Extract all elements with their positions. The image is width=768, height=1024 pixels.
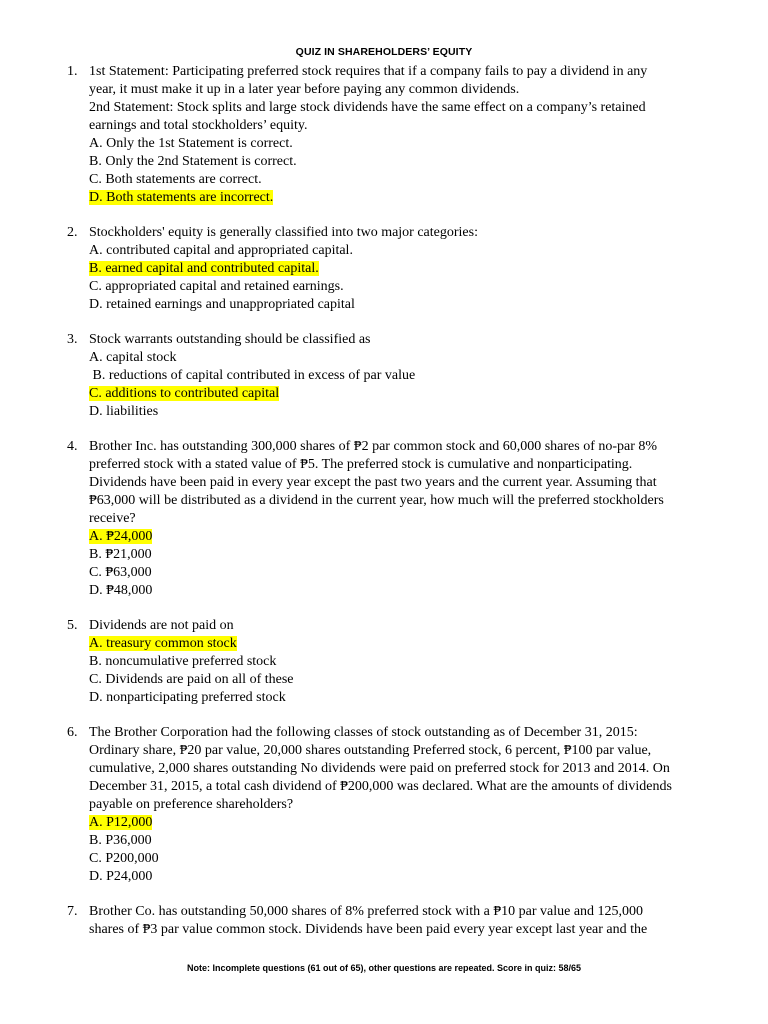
quiz-question-list bbox=[0, 63, 768, 956]
answer-option-highlighted bbox=[89, 528, 699, 546]
answer-option-text: C. Both statements are correct. bbox=[89, 172, 262, 187]
answer-option bbox=[89, 296, 699, 314]
question-text-line: Dividends are not paid on bbox=[89, 618, 234, 633]
answer-option bbox=[89, 403, 699, 421]
question-text-line: Stockholders' equity is generally classified into two major categories: bbox=[89, 225, 478, 240]
question-3 bbox=[0, 331, 699, 421]
answer-option-text: A. capital stock bbox=[89, 350, 177, 365]
question-1 bbox=[0, 63, 699, 207]
answer-option bbox=[89, 653, 699, 671]
question-number: 7. bbox=[67, 904, 78, 919]
answer-option-highlighted bbox=[89, 385, 699, 403]
answer-option-text: B. reductions of capital contributed in excess of par value bbox=[89, 368, 416, 383]
question-text-line: receive? bbox=[89, 511, 136, 526]
page-title: QUIZ IN SHAREHOLDERS’ EQUITY bbox=[295, 46, 473, 58]
answer-option bbox=[89, 278, 699, 296]
answer-option-text: D. nonparticipating preferred stock bbox=[89, 690, 286, 705]
question-text-line: ₱63,000 will be distributed as a dividend in the current year, how much will the preferred stockholders bbox=[89, 493, 664, 508]
answer-option-text: D. retained earnings and unappropriated capital bbox=[89, 297, 355, 312]
question-text-line: year, it must make it up in a later year before paying any common dividends. bbox=[89, 82, 520, 97]
answer-option bbox=[89, 135, 699, 153]
question-text-line: earnings and total stockholders’ equity. bbox=[89, 118, 308, 133]
answer-option-highlighted bbox=[89, 189, 699, 207]
question-number: 4. bbox=[67, 439, 78, 454]
question-text-line: 1st Statement: Participating preferred stock requires that if a company fails to pay a dividend in any bbox=[89, 64, 648, 79]
answer-option-text: C. appropriated capital and retained earnings. bbox=[89, 279, 344, 294]
answer-option bbox=[89, 832, 699, 850]
question-text-line: 2nd Statement: Stock splits and large stock dividends have the same effect on a company’s retained bbox=[89, 100, 646, 115]
answer-option bbox=[89, 671, 699, 689]
answer-option bbox=[89, 349, 699, 367]
answer-option-text: B. P36,000 bbox=[89, 833, 152, 848]
answer-option-text: A. Only the 1st Statement is correct. bbox=[89, 136, 293, 151]
answer-option-text: C. P200,000 bbox=[89, 851, 159, 866]
answer-option-text: B. Only the 2nd Statement is correct. bbox=[89, 154, 297, 169]
answer-option-text: D. P24,000 bbox=[89, 869, 153, 884]
answer-option-text: B. earned capital and contributed capital. bbox=[89, 261, 319, 276]
question-text-line: shares of ₱3 par value common stock. Dividends have been paid every year except last year and the bbox=[89, 922, 648, 937]
question-text-line: cumulative, 2,000 shares outstanding No dividends were paid on preferred stock for 2013 and 2014. On bbox=[89, 761, 670, 776]
question-text-line: Dividends have been paid in every year except the past two years and the current year. Assuming that bbox=[89, 475, 657, 490]
question-text-line: Brother Co. has outstanding 50,000 shares of 8% preferred stock with a ₱10 par value and 125,000 bbox=[89, 904, 644, 919]
answer-option bbox=[89, 564, 699, 582]
answer-option-text: D. liabilities bbox=[89, 404, 159, 419]
question-6 bbox=[0, 724, 699, 886]
answer-option bbox=[89, 171, 699, 189]
answer-option-text: C. ₱63,000 bbox=[89, 565, 152, 580]
question-2 bbox=[0, 224, 699, 314]
answer-option-text: A. ₱24,000 bbox=[89, 529, 153, 544]
question-number: 2. bbox=[67, 225, 78, 240]
answer-option-text: D. ₱48,000 bbox=[89, 583, 153, 598]
answer-option-text: A. treasury common stock bbox=[89, 636, 237, 651]
answer-option-highlighted bbox=[89, 260, 699, 278]
answer-option-text: C. Dividends are paid on all of these bbox=[89, 672, 294, 687]
question-number: 6. bbox=[67, 725, 78, 740]
answer-option bbox=[89, 153, 699, 171]
question-text-line: payable on preference shareholders? bbox=[89, 797, 294, 812]
answer-option-text: C. additions to contributed capital bbox=[89, 386, 280, 401]
answer-option-text: A. P12,000 bbox=[89, 815, 153, 830]
question-text-line: Brother Inc. has outstanding 300,000 shares of ₱2 par common stock and 60,000 shares of no-par 8% bbox=[89, 439, 658, 454]
answer-option bbox=[89, 850, 699, 868]
question-number: 1. bbox=[67, 64, 78, 79]
question-text-line: December 31, 2015, a total cash dividend of ₱200,000 was declared. What are the amounts of dividends bbox=[89, 779, 672, 794]
answer-option-highlighted bbox=[89, 814, 699, 832]
answer-option-text: D. Both statements are incorrect. bbox=[89, 190, 274, 205]
answer-option bbox=[89, 689, 699, 707]
question-number: 3. bbox=[67, 332, 78, 347]
answer-option bbox=[89, 242, 699, 260]
answer-option bbox=[89, 582, 699, 600]
answer-option-highlighted bbox=[89, 635, 699, 653]
question-text-line: The Brother Corporation had the following classes of stock outstanding as of December 31, 2015: bbox=[89, 725, 638, 740]
answer-option bbox=[89, 868, 699, 886]
answer-option bbox=[89, 367, 699, 385]
answer-option bbox=[89, 546, 699, 564]
question-5 bbox=[0, 617, 699, 707]
question-number: 5. bbox=[67, 618, 78, 633]
question-text-line: preferred stock with a stated value of ₱5. The preferred stock is cumulative and nonparticipating. bbox=[89, 457, 633, 472]
answer-option-text: A. contributed capital and appropriated capital. bbox=[89, 243, 353, 258]
question-text-line: Stock warrants outstanding should be classified as bbox=[89, 332, 371, 347]
footer-note: Note: Incomplete questions (61 out of 65), other questions are repeated. Score in quiz: 58/65 bbox=[186, 963, 582, 973]
answer-option-text: B. noncumulative preferred stock bbox=[89, 654, 277, 669]
question-text-line: Ordinary share, ₱20 par value, 20,000 shares outstanding Preferred stock, 6 percent, ₱100 par value, bbox=[89, 743, 652, 758]
answer-option-text: B. ₱21,000 bbox=[89, 547, 152, 562]
question-4 bbox=[0, 438, 699, 600]
question-7 bbox=[0, 903, 699, 939]
